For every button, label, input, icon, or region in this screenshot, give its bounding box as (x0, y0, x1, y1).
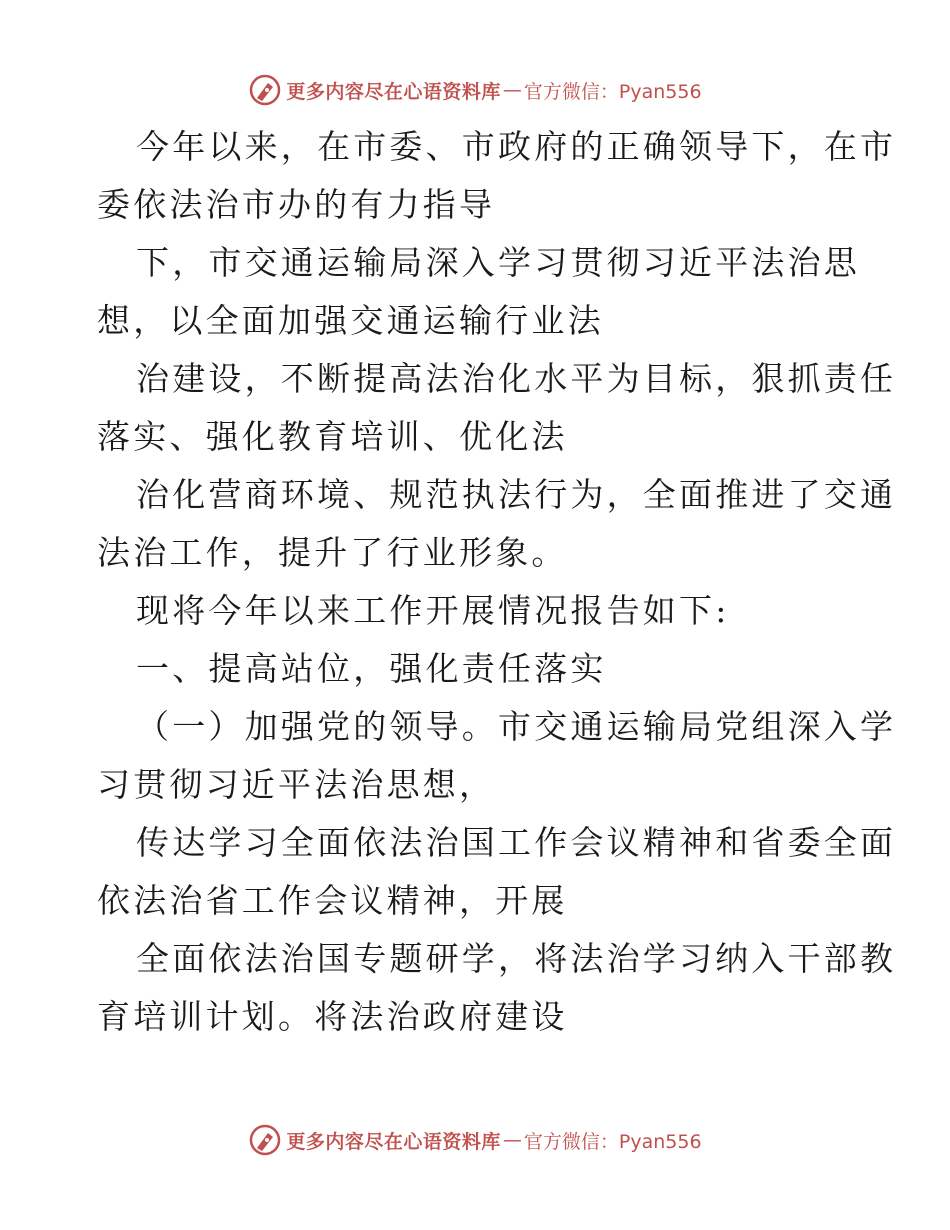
paragraph-line: 法治工作，提升了行业形象。 (97, 533, 568, 572)
paragraph-line: （一）加强党的领导。市交通运输局党组深入学 (136, 707, 897, 746)
paragraph-line: 委依法治市办的有力指导 (97, 185, 496, 224)
paragraph-line: 全面依法治国专题研学，将法治学习纳入干部教 (136, 939, 897, 978)
paragraph-line: 依法治省工作会议精神，开展 (97, 881, 568, 920)
paragraph-line: 习贯彻习近平法治思想， (97, 765, 496, 804)
paragraph-line: 传达学习全面依法治国工作会议精神和省委全面 (136, 823, 897, 862)
footer-promo-text: 更多内容尽在心语资料库 (286, 1130, 501, 1153)
paragraph-line: 现将今年以来工作开展情况报告如下: (136, 591, 730, 630)
section-heading: 一、提高站位，强化责任落实 (136, 649, 607, 688)
pen-nib-icon (248, 1123, 282, 1157)
footer-dash: — (502, 1129, 522, 1151)
paragraph-line: 下，市交通运输局深入学习贯彻习近平法治思 (136, 243, 860, 282)
header-dash: — (502, 79, 522, 101)
paragraph-line: 落实、强化教育培训、优化法 (97, 417, 568, 456)
footer-wechat-id: 官方微信：Pyan556 (523, 1130, 702, 1153)
header-banner (0, 70, 950, 110)
header-wechat-id: 官方微信：Pyan556 (523, 80, 702, 103)
paragraph-line: 想，以全面加强交通运输行业法 (97, 301, 604, 340)
footer-banner (0, 1120, 950, 1160)
paragraph-line: 今年以来，在市委、市政府的正确领导下，在市 (136, 127, 897, 166)
paragraph-line: 治化营商环境、规范执法行为，全面推进了交通 (136, 475, 897, 514)
header-promo-text: 更多内容尽在心语资料库 (286, 80, 501, 103)
document-body (97, 118, 897, 1046)
pen-nib-icon (248, 73, 282, 107)
paragraph-line: 治建设，不断提高法治化水平为目标，狠抓责任 (136, 359, 897, 398)
paragraph-line: 育培训计划。将法治政府建设 (97, 997, 568, 1036)
